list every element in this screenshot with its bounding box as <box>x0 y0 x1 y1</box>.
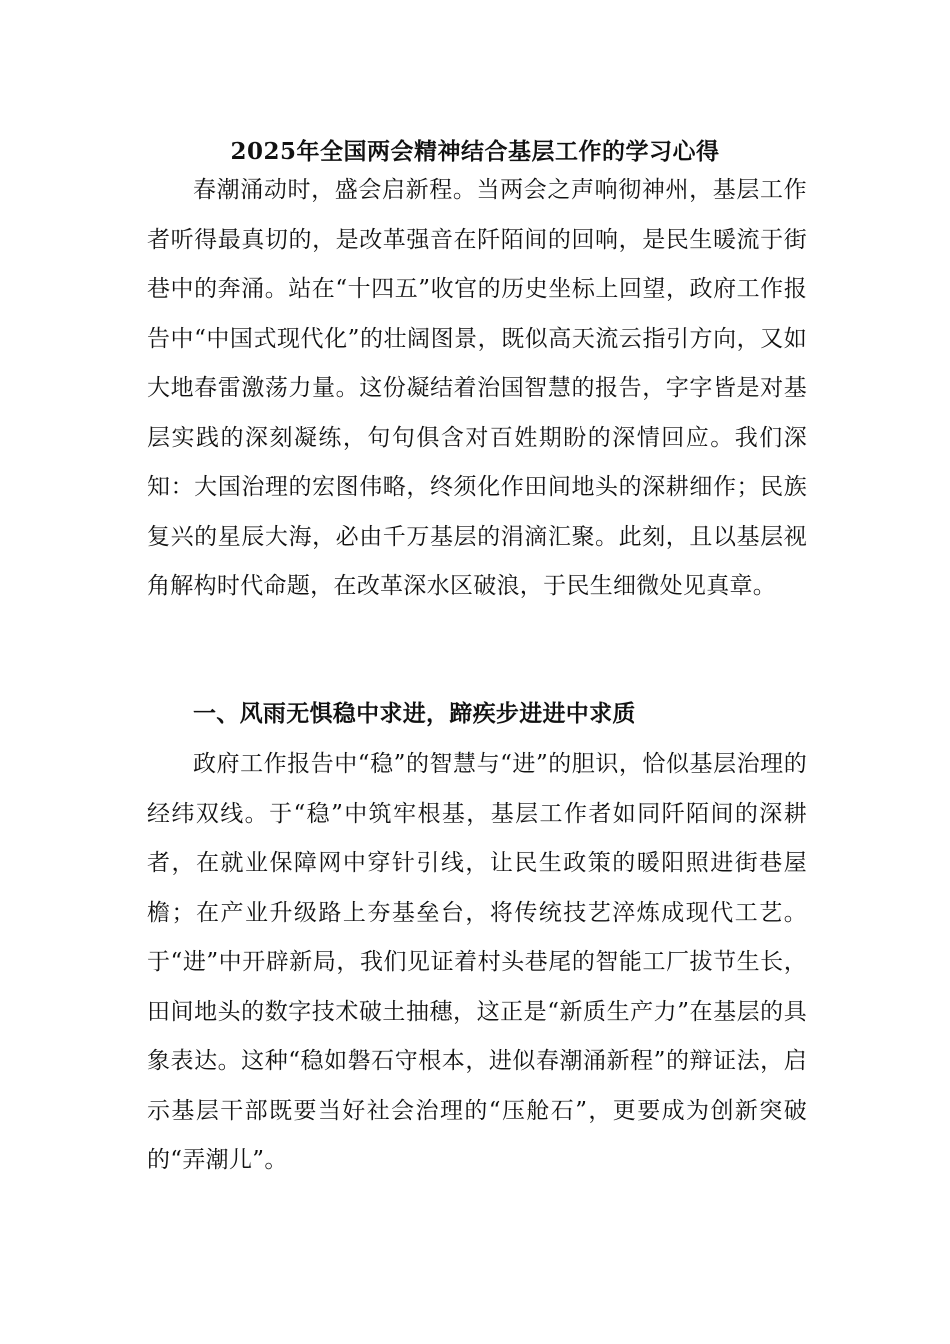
intro-paragraph: 春潮涌动时，盛会启新程。当两会之声响彻神州，基层工作者听得最真切的，是改革强音在阡陌间的回响，是民生暖流于街巷中的奔涌。站在“十四五”收官的历史坐标上回望，政府工作报告中“中国式现代化”的壮阔图景，既似高天流云指引方向，又如大地春雷激荡力量。这份凝结着治国智慧的报告，字字皆是对基层实践的深刻凝练，句句俱含对百姓期盼的深情回应。我们深知：大国治理的宏图伟略，终须化作田间地头的深耕细作；民族复兴的星辰大海，必由千万基层的涓滴汇聚。此刻，且以基层视角解构时代命题，在改革深水区破浪，于民生细微处见真章。 <box>147 177 807 599</box>
section-heading-1: 一、风雨无惧稳中求进，蹄疾步进进中求质 <box>193 700 636 727</box>
section-1-paragraph: 政府工作报告中“稳”的智慧与“进”的胆识，恰似基层治理的经纬双线。于“稳”中筑牢根基，基层工作者如同阡陌间的深耕者，在就业保障网中穿针引线，让民生政策的暖阳照进街巷屋檐；在产业升级路上夯基垒台，将传统技艺淬炼成现代工艺。于“进”中开辟新局，我们见证着村头巷尾的智能工厂拔节生长，田间地头的数字技术破土抽穗，这正是“新质生产力”在基层的具象表达。这种“稳如磐石守根本，进似春潮涌新程”的辩证法，启示基层干部既要当好社会治理的“压舱石”，更要成为创新突破的“弄潮儿”。 <box>147 751 807 1173</box>
document-title: 2025年全国两会精神结合基层工作的学习心得 <box>230 138 720 165</box>
